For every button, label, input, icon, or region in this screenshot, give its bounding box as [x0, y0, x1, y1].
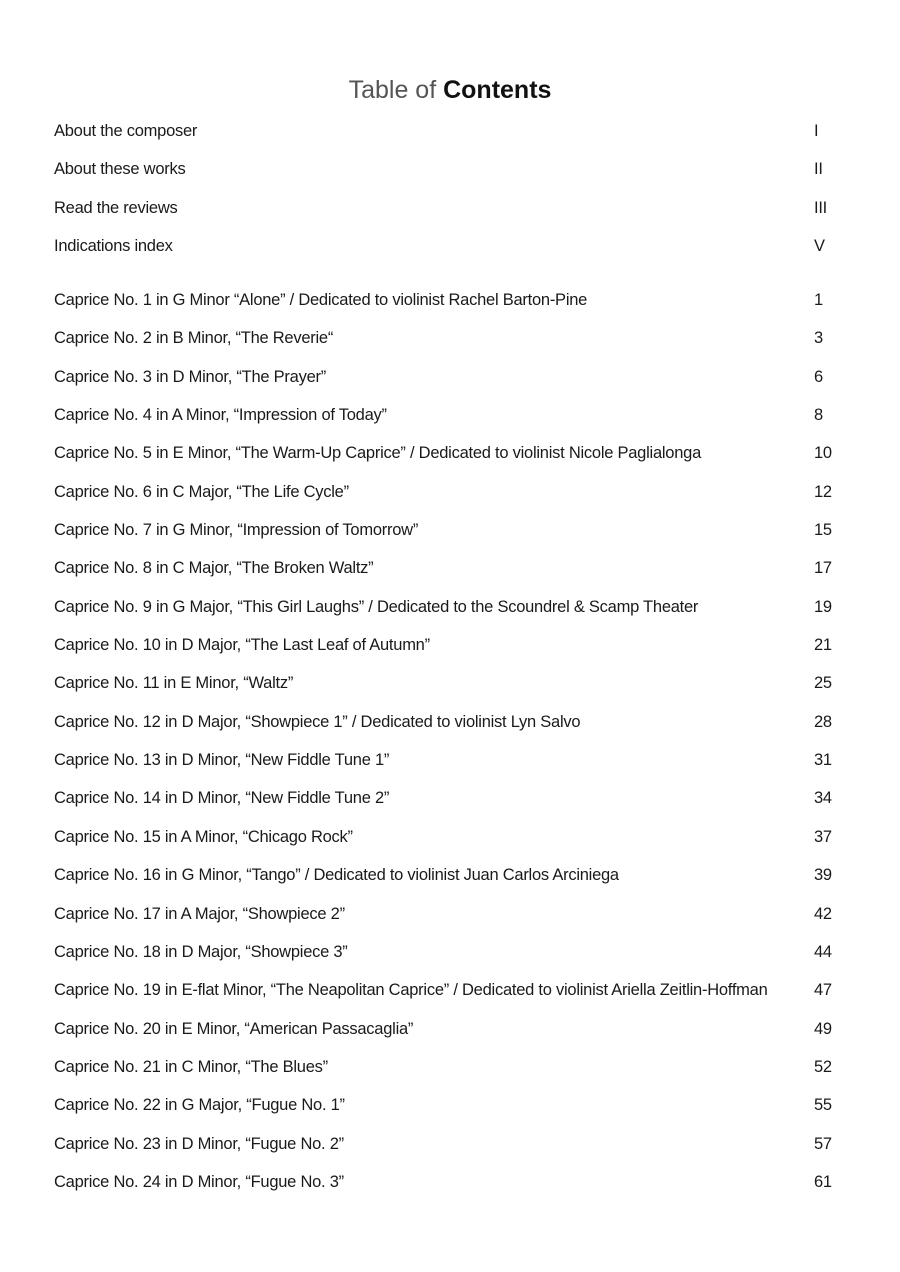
toc-caprice-entry[interactable]: [54, 1092, 846, 1130]
toc-entry-page-number: 57: [814, 1134, 832, 1153]
toc-entry-page-number: 34: [814, 789, 832, 808]
toc-caprice-entry[interactable]: [54, 555, 846, 593]
toc-caprice-entry[interactable]: [54, 402, 846, 440]
toc-entry-page-number: V: [814, 237, 825, 256]
toc-entry-page-number: 25: [814, 674, 832, 693]
toc-entry-page-number: 55: [814, 1096, 832, 1115]
toc-caprice-entry[interactable]: [54, 632, 846, 670]
toc-caprice-entry[interactable]: [54, 440, 846, 478]
toc-entry-title: Caprice No. 14 in D Minor, “New Fiddle Tune 2”: [54, 789, 390, 808]
toc-entry-page-number: 42: [814, 904, 832, 923]
toc-caprice-entry[interactable]: [54, 594, 846, 632]
toc-front-entry[interactable]: [54, 233, 846, 271]
toc-caprice-entry[interactable]: [54, 939, 846, 977]
toc-entry-page-number: 31: [814, 751, 832, 770]
toc-front-entry[interactable]: [54, 195, 846, 233]
toc-entry-title: Caprice No. 10 in D Major, “The Last Leaf of Autumn”: [54, 636, 430, 655]
toc-entry-title: Caprice No. 18 in D Major, “Showpiece 3”: [54, 942, 348, 961]
toc-entry-page-number: 17: [814, 559, 832, 578]
toc-entry-title: Caprice No. 11 in E Minor, “Waltz”: [54, 674, 294, 693]
toc-entry-title: Indications index: [54, 237, 173, 256]
page-title: [0, 74, 900, 106]
toc-entry-title: Caprice No. 15 in A Minor, “Chicago Rock”: [54, 827, 353, 846]
toc-entry-title: Caprice No. 20 in E Minor, “American Passacaglia”: [54, 1019, 414, 1038]
toc-entry-title: Caprice No. 6 in C Major, “The Life Cycle”: [54, 482, 349, 501]
toc-entry-page-number: II: [814, 160, 823, 179]
toc-entry-page-number: 6: [814, 367, 823, 386]
toc-entry-page-number: 12: [814, 482, 832, 501]
toc-entry-title: Caprice No. 8 in C Major, “The Broken Waltz”: [54, 559, 374, 578]
toc-entry-page-number: 52: [814, 1057, 832, 1076]
toc-entry-page-number: 39: [814, 866, 832, 885]
toc-caprice-entry[interactable]: [54, 747, 846, 785]
toc-entry-page-number: 49: [814, 1019, 832, 1038]
toc-caprice-entry[interactable]: [54, 517, 846, 555]
toc-caprice-entry[interactable]: [54, 479, 846, 517]
toc-caprice-entry[interactable]: [54, 287, 846, 325]
toc-entry-page-number: I: [814, 122, 819, 140]
toc-entry-title: Caprice No. 21 in C Minor, “The Blues”: [54, 1057, 328, 1076]
toc-entry-title: About these works: [54, 160, 186, 179]
toc-caprice-entry[interactable]: [54, 1054, 846, 1092]
toc-entry-page-number: 37: [814, 827, 832, 846]
toc-caprice-entry[interactable]: [54, 1016, 846, 1054]
toc-caprice-entry[interactable]: [54, 364, 846, 402]
toc-entry-page-number: 21: [814, 636, 832, 655]
toc-entry-title: Caprice No. 17 in A Major, “Showpiece 2”: [54, 904, 345, 923]
toc-caprice-entry[interactable]: [54, 977, 846, 1015]
caprice-list: [54, 287, 846, 1207]
toc-caprice-entry[interactable]: [54, 901, 846, 939]
toc-entry-title: Caprice No. 24 in D Minor, “Fugue No. 3”: [54, 1172, 344, 1191]
toc-entry-title: Caprice No. 2 in B Minor, “The Reverie“: [54, 329, 334, 348]
toc-entry-page-number: 3: [814, 329, 823, 348]
title-bold-part: Contents: [443, 76, 552, 104]
toc-entry-page-number: 28: [814, 712, 832, 731]
toc-front-entry[interactable]: [54, 118, 846, 156]
toc-entry-page-number: 47: [814, 981, 832, 1000]
toc-entry-title: Caprice No. 3 in D Minor, “The Prayer”: [54, 367, 327, 386]
toc-entry-title: Caprice No. 12 in D Major, “Showpiece 1” / Dedicated to violinist Lyn Salvo: [54, 712, 581, 731]
toc-entry-page-number: 1: [814, 291, 823, 309]
toc-caprice-entry[interactable]: [54, 670, 846, 708]
toc-entry-title: Caprice No. 23 in D Minor, “Fugue No. 2”: [54, 1134, 344, 1153]
title-light-part: Table of: [348, 76, 437, 104]
toc-entry-page-number: 19: [814, 597, 832, 616]
toc-caprice-entry[interactable]: [54, 862, 846, 900]
toc-caprice-entry[interactable]: [54, 709, 846, 747]
front-matter-list: [54, 118, 846, 271]
toc-caprice-entry[interactable]: [54, 325, 846, 363]
toc-front-entry[interactable]: [54, 156, 846, 194]
toc-entry-title: Caprice No. 16 in G Minor, “Tango” / Dedicated to violinist Juan Carlos Arciniega: [54, 866, 619, 885]
toc-entry-page-number: 15: [814, 521, 832, 540]
toc-caprice-entry[interactable]: [54, 824, 846, 862]
toc-entry-title: Read the reviews: [54, 198, 178, 217]
toc-entry-title: About the composer: [54, 122, 198, 140]
toc-entry-page-number: 61: [814, 1172, 832, 1191]
toc-entry-page-number: 44: [814, 942, 832, 961]
toc-caprice-entry[interactable]: [54, 785, 846, 823]
toc-entry-page-number: 10: [814, 444, 832, 463]
toc-entry-title: Caprice No. 19 in E-flat Minor, “The Neapolitan Caprice” / Dedicated to violinist Ariella Zeitlin-Hoffman: [54, 981, 768, 1000]
toc-caprice-entry[interactable]: [54, 1169, 846, 1207]
toc-entry-page-number: 8: [814, 406, 823, 425]
toc-caprice-entry[interactable]: [54, 1131, 846, 1169]
toc-entry-title: Caprice No. 5 in E Minor, “The Warm-Up Caprice” / Dedicated to violinist Nicole Paglialonga: [54, 444, 701, 463]
toc-entry-title: Caprice No. 9 in G Major, “This Girl Laughs” / Dedicated to the Scoundrel & Scamp Theater: [54, 597, 699, 616]
toc-entry-title: Caprice No. 1 in G Minor “Alone” / Dedicated to violinist Rachel Barton-Pine: [54, 291, 588, 309]
toc-entry-title: Caprice No. 13 in D Minor, “New Fiddle Tune 1”: [54, 751, 390, 770]
toc-entry-title: Caprice No. 7 in G Minor, “Impression of Tomorrow”: [54, 521, 419, 540]
toc-entry-page-number: III: [814, 198, 828, 217]
toc-entry-title: Caprice No. 22 in G Major, “Fugue No. 1”: [54, 1096, 345, 1115]
toc-entry-title: Caprice No. 4 in A Minor, “Impression of Today”: [54, 406, 387, 425]
